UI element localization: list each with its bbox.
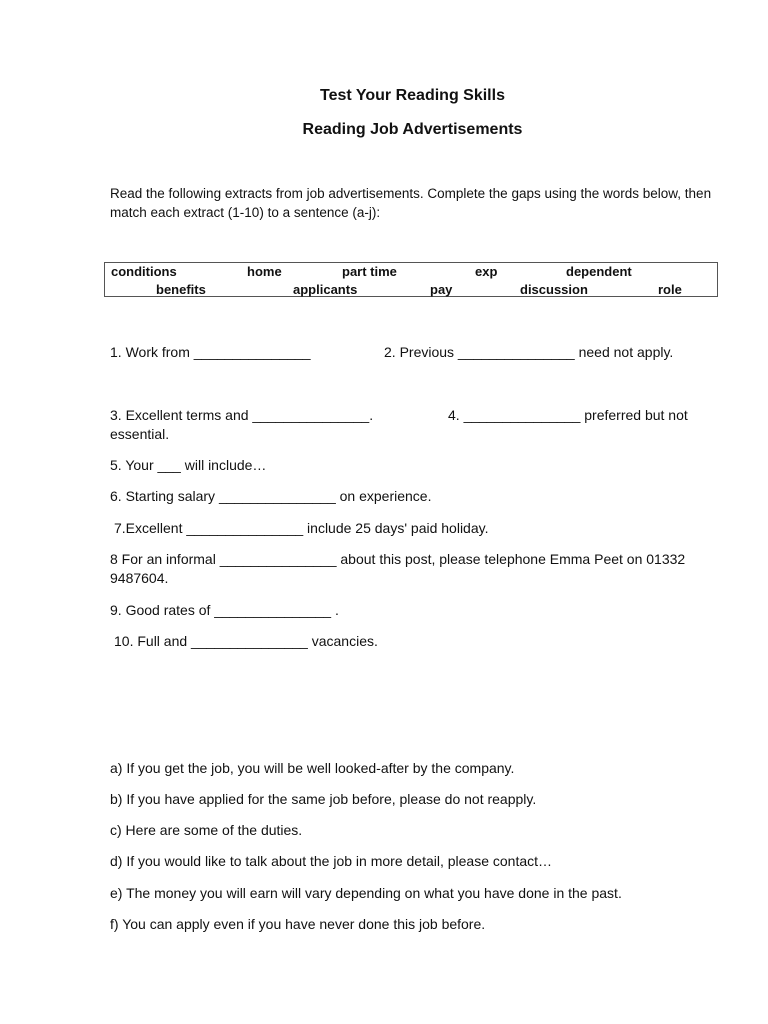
question-7: 7.Excellent _______________ include 25 days' paid holiday.	[114, 520, 489, 536]
word-bank-item: conditions	[111, 264, 177, 279]
question-2: 2. Previous _______________ need not apply.	[384, 344, 674, 360]
question-10: 10. Full and _______________ vacancies.	[114, 633, 378, 649]
word-bank-item: pay	[430, 282, 453, 297]
page-title: Test Your Reading Skills	[320, 87, 505, 104]
question-8: 8 For an informal _______________ about this post, please telephone Emma Peet on 01332 9487604.	[110, 551, 686, 586]
answer-a: a) If you get the job, you will be well looked-after by the company.	[110, 760, 515, 776]
question-6: 6. Starting salary _______________ on experience.	[110, 488, 432, 504]
word-bank-item: exp	[475, 264, 498, 279]
word-bank-item: role	[658, 282, 682, 297]
question-4-continued: essential.	[110, 426, 170, 442]
question-5: 5. Your ___ will include…	[110, 457, 267, 473]
word-bank-item: applicants	[293, 282, 358, 297]
page-subtitle: Reading Job Advertisements	[302, 121, 523, 138]
answer-c: c) Here are some of the duties.	[110, 822, 303, 838]
question-9: 9. Good rates of _______________ .	[110, 602, 339, 618]
question-4: 4. _______________ preferred but not	[448, 407, 688, 423]
question-3: 3. Excellent terms and _______________.	[110, 407, 374, 423]
answer-e: e) The money you will earn will vary depending on what you have done in the past.	[110, 885, 622, 901]
answer-d: d) If you would like to talk about the job in more detail, please contact…	[110, 853, 553, 869]
word-bank-item: part time	[342, 264, 397, 279]
word-bank-item: dependent	[566, 264, 632, 279]
answer-b: b) If you have applied for the same job before, please do not reapply.	[110, 791, 537, 807]
question-1: 1. Work from _______________	[110, 344, 311, 360]
answer-f: f) You can apply even if you have never done this job before.	[110, 916, 486, 932]
word-bank-item: benefits	[156, 282, 206, 297]
word-bank-item: home	[247, 264, 282, 279]
instructions: Read the following extracts from job advertisements. Complete the gaps using the words below, then match each extract (1-10) to a sentence (a-j):	[110, 186, 712, 220]
word-bank	[104, 262, 718, 297]
word-bank-item: discussion	[520, 282, 588, 297]
